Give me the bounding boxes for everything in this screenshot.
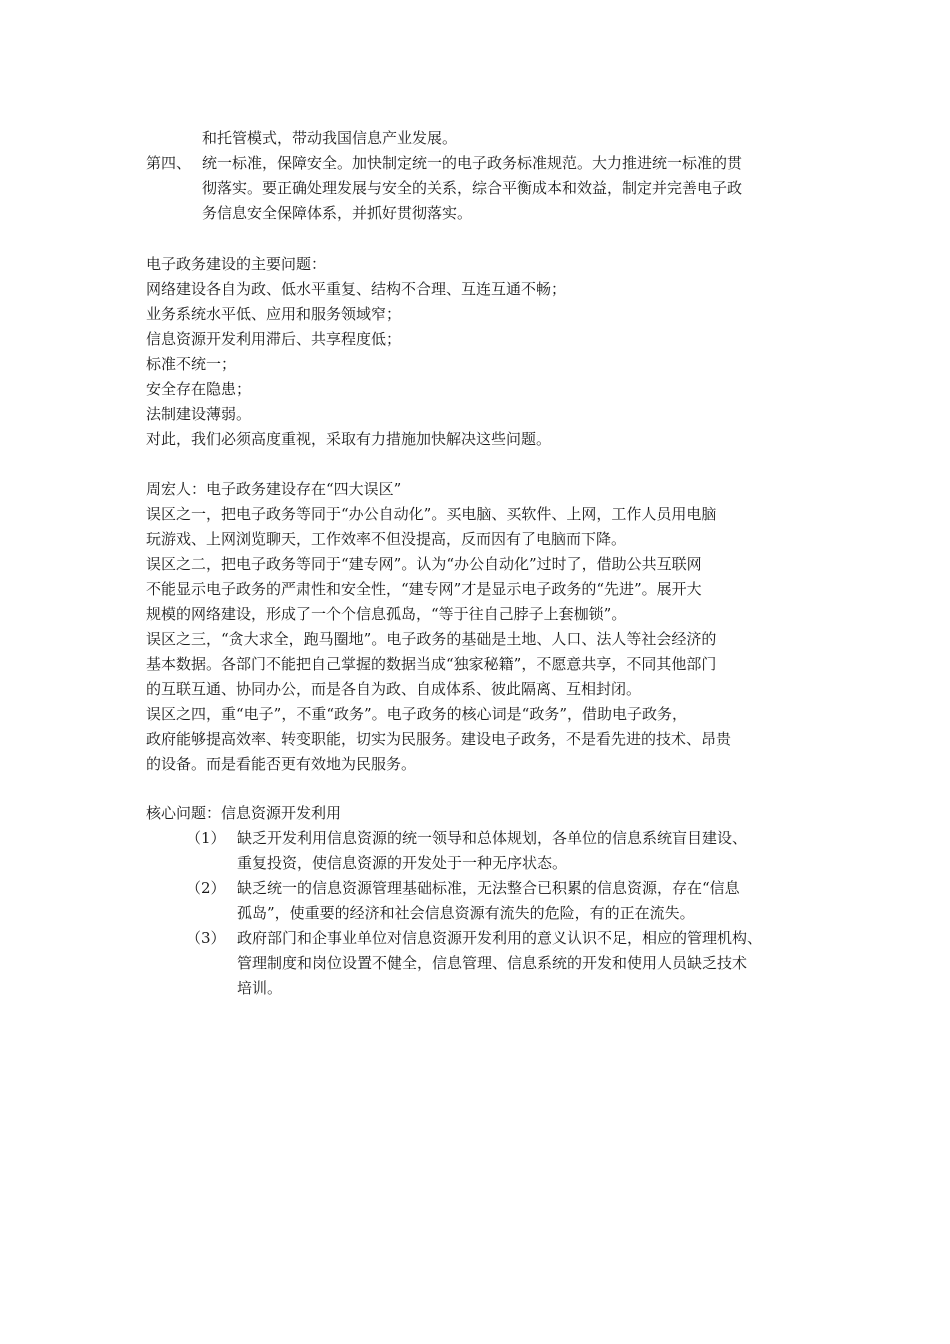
problem-conclusion: 对此，我们必须高度重视，采取有力措施加快解决这些问题。 [146,430,552,448]
myth-line: 误区之四，重“电子”，不重“政务”。电子政务的核心词是“政务”，借助电子政务， [146,705,688,723]
myth-line: 玩游戏、上网浏览聊天，工作效率不但没提高，反而因有了电脑而下降。 [146,530,627,548]
paragraph-continuation: 和托管模式，带动我国信息产业发展。 [202,129,458,147]
myth-line: 不能显示电子政务的严肃性和安全性，“建专网”才是显示电子政务的“先进”。展开大 [146,580,702,598]
problem-item: 标准不统一； [146,355,237,373]
problem-item: 安全存在隐患； [146,380,252,398]
core-item-line: 重复投资，使信息资源的开发处于一种无序状态。 [237,854,568,872]
core-item-line: 管理制度和岗位设置不健全，信息管理、信息系统的开发和使用人员缺乏技术 [237,954,748,972]
myth-line: 基本数据。各部门不能把自己掌握的数据当成“独家秘籍”，不愿意共享，不同其他部门 [146,655,717,673]
core-item-line: 缺乏开发利用信息资源的统一领导和总体规划，各单位的信息系统盲目建设、 [237,829,748,847]
item-fourth-line: 彻落实。要正确处理发展与安全的关系，综合平衡成本和效益，制定并完善电子政 [202,179,743,197]
core-item-line: 孤岛”，使重要的经济和社会信息资源有流失的危险，有的正在流失。 [237,904,695,922]
myth-line: 政府能够提高效率、转变职能，切实为民服务。建设电子政务，不是看先进的技术、昂贵 [146,730,732,748]
myth-line: 的设备。而是看能否更有效地为民服务。 [146,755,417,773]
myth-line: 误区之三，“贪大求全，跑马圈地”。电子政务的基础是土地、人口、法人等社会经济的 [146,630,717,648]
problem-item: 法制建设薄弱。 [146,405,252,423]
core-item-number: （2） [186,879,226,897]
item-fourth-line: 统一标准，保障安全。加快制定统一的电子政务标准规范。大力推进统一标准的贯 [202,154,743,172]
core-item-number: （3） [186,929,226,947]
myth-line: 误区之二，把电子政务等同于“建专网”。认为“办公自动化”过时了，借助公共互联网 [146,555,702,573]
myth-line: 的互联互通、协同办公，而是各自为政、自成体系、彼此隔离、互相封闭。 [146,680,642,698]
myth-line: 规模的网络建设，形成了一个个信息孤岛，“等于往自己脖子上套枷锁”。 [146,605,627,623]
section-heading-myths: 周宏人：电子政务建设存在“四大误区” [146,480,402,498]
problem-item: 信息资源开发利用滞后、共享程度低； [146,330,402,348]
core-item-number: （1） [186,829,226,847]
item-fourth-line: 务信息安全保障体系，并抓好贯彻落实。 [202,204,473,222]
problem-item: 网络建设各自为政、低水平重复、结构不合理、互连互通不畅； [146,280,567,298]
myth-line: 误区之一，把电子政务等同于“办公自动化”。买电脑、买软件、上网，工作人员用电脑 [146,505,717,523]
problem-item: 业务系统水平低、应用和服务领域窄； [146,305,402,323]
item-label-fourth: 第四、 [146,154,192,172]
section-heading-core: 核心问题：信息资源开发利用 [146,804,342,822]
core-item-line: 缺乏统一的信息资源管理基础标准，无法整合已积累的信息资源，存在“信息 [237,879,740,897]
core-item-line: 培训。 [237,979,283,997]
section-heading-problems: 电子政务建设的主要问题： [146,255,327,273]
core-item-line: 政府部门和企事业单位对信息资源开发利用的意义认识不足，相应的管理机构、 [237,929,763,947]
